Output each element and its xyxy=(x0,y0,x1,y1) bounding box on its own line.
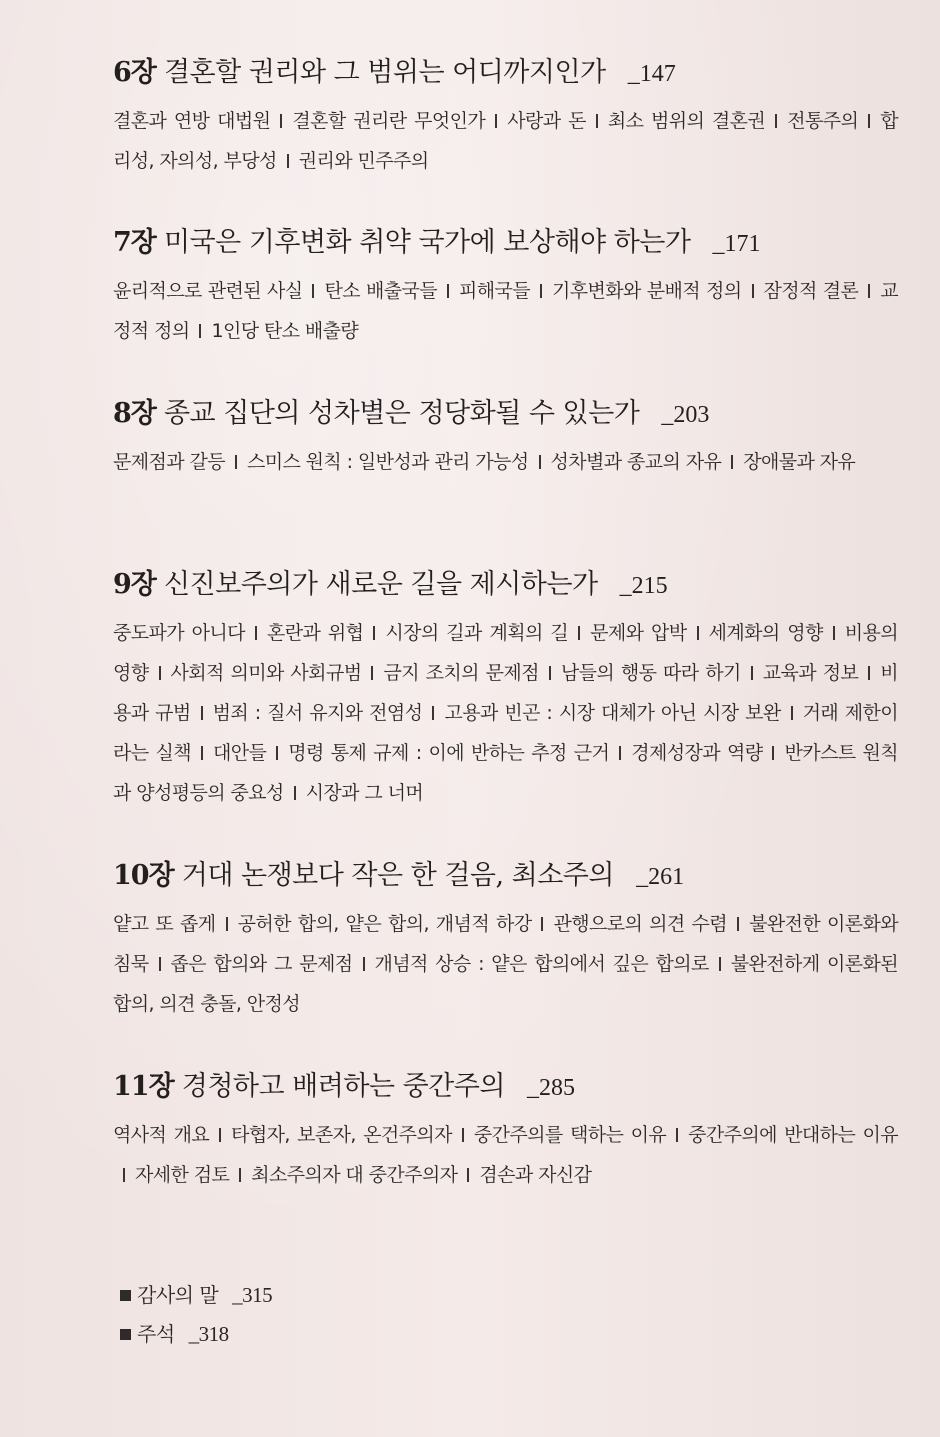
separator-bar xyxy=(868,666,870,680)
chapter-heading xyxy=(113,1070,898,1105)
separator-bar xyxy=(312,284,314,298)
section-item: 중도파가 아니다 xyxy=(113,622,245,644)
section-item: 중간주의를 택하는 이유 xyxy=(473,1124,667,1146)
back-matter-acknowledgements xyxy=(120,1278,272,1312)
section-item: 사회적 의미와 사회규범 xyxy=(170,662,362,684)
chapter-number: 9장 xyxy=(113,569,156,600)
section-item: 비용과 규범 xyxy=(113,662,898,724)
separator-bar xyxy=(868,114,870,128)
chapter-title: 미국은 기후변화 취약 국가에 보상해야 하는가 xyxy=(163,227,691,258)
separator-bar xyxy=(578,626,580,640)
section-item: 대안들 xyxy=(213,742,267,764)
section-item: 경제성장과 역량 xyxy=(631,742,763,764)
section-item: 관행으로의 의견 수렴 xyxy=(553,913,728,935)
separator-bar xyxy=(752,284,754,298)
chapter-heading xyxy=(113,859,898,894)
section-item: 장애물과 자유 xyxy=(743,451,856,473)
section-item: 반카스트 원칙과 양성평등의 중요성 xyxy=(113,742,898,804)
section-item: 피해국들 xyxy=(458,280,531,302)
section-item: 중간주의에 반대하는 이유 xyxy=(688,1124,898,1146)
chapter-number: 7장 xyxy=(113,227,156,258)
section-list xyxy=(113,271,898,351)
chapter-title: 종교 집단의 성차별은 정당화될 수 있는가 xyxy=(163,398,640,429)
separator-bar xyxy=(495,114,497,128)
chapter-number: 11장 xyxy=(113,1071,174,1102)
chapter-number: 8장 xyxy=(113,398,156,429)
separator-bar xyxy=(255,626,257,640)
section-item: 범죄 : 질서 유지와 전염성 xyxy=(212,702,423,724)
section-item: 불완전한 이론화와 침묵 xyxy=(113,913,898,975)
separator-bar xyxy=(697,626,699,640)
section-item: 권리와 민주주의 xyxy=(298,150,429,172)
chapter-7 xyxy=(113,226,898,351)
separator-bar xyxy=(719,957,721,971)
section-item: 남들의 행동 따라 하기 xyxy=(560,662,741,684)
separator-bar xyxy=(276,746,278,760)
section-item: 최소 범위의 결혼권 xyxy=(607,110,766,132)
separator-bar xyxy=(676,1128,678,1142)
section-item: 타협자, 보존자, 온건주의자 xyxy=(231,1124,452,1146)
back-matter-page: _318 xyxy=(188,1322,229,1346)
separator-bar xyxy=(540,284,542,298)
section-item: 합리성, 자의성, 부당성 xyxy=(113,110,898,172)
chapter-10 xyxy=(113,859,898,1024)
back-matter-page: _315 xyxy=(232,1283,273,1307)
separator-bar xyxy=(159,957,161,971)
section-item: 금지 조치의 문제점 xyxy=(383,662,539,684)
chapter-6 xyxy=(113,56,898,181)
section-item: 결혼과 연방 대법원 xyxy=(113,110,271,132)
section-list xyxy=(113,442,898,482)
section-item: 공허한 합의, 얕은 합의, 개념적 하강 xyxy=(237,913,532,935)
section-item: 얕고 또 좁게 xyxy=(113,913,216,935)
separator-bar xyxy=(294,786,296,800)
square-bullet-icon xyxy=(120,1290,131,1301)
section-list xyxy=(113,1115,898,1195)
chapter-heading xyxy=(113,56,898,91)
separator-bar xyxy=(791,706,793,720)
section-item: 문제와 압박 xyxy=(590,622,687,644)
separator-bar xyxy=(772,746,774,760)
back-matter-notes xyxy=(120,1317,229,1351)
section-item: 자세한 검토 xyxy=(135,1164,230,1186)
separator-bar xyxy=(541,917,543,931)
separator-bar xyxy=(737,917,739,931)
separator-bar xyxy=(447,284,449,298)
section-item: 좁은 합의와 그 문제점 xyxy=(170,953,353,975)
separator-bar xyxy=(373,626,375,640)
back-matter-label: 주석 xyxy=(137,1322,175,1346)
section-item: 시장의 길과 계획의 길 xyxy=(385,622,569,644)
chapter-title: 신진보주의가 새로운 길을 제시하는가 xyxy=(163,569,598,600)
chapter-page-number: _203 xyxy=(661,402,710,428)
section-item: 비용의 영향 xyxy=(113,622,899,684)
section-item: 스미스 원칙 : 일반성과 관리 가능성 xyxy=(246,451,529,473)
separator-bar xyxy=(199,324,201,338)
separator-bar xyxy=(549,666,551,680)
chapter-title: 거대 논쟁보다 작은 한 걸음, 최소주의 xyxy=(181,860,614,891)
section-item: 거래 제한이라는 실책 xyxy=(113,702,898,764)
section-list xyxy=(113,613,898,813)
chapter-heading xyxy=(113,226,898,261)
separator-bar xyxy=(235,455,237,469)
section-item: 시장과 그 너머 xyxy=(305,782,424,804)
section-item: 교정적 정의 xyxy=(113,280,899,342)
section-item: 혼란과 위협 xyxy=(266,622,364,644)
section-item: 탄소 배출국들 xyxy=(324,280,437,302)
section-item: 1인당 탄소 배출량 xyxy=(211,320,359,342)
chapter-heading xyxy=(113,397,898,432)
chapter-heading xyxy=(113,568,898,603)
section-item: 고용과 빈곤 : 시장 대체가 아닌 시장 보완 xyxy=(444,702,781,724)
section-list xyxy=(113,904,898,1024)
separator-bar xyxy=(751,666,753,680)
chapter-8 xyxy=(113,397,898,482)
separator-bar xyxy=(201,746,203,760)
separator-bar xyxy=(371,666,373,680)
back-matter-label: 감사의 말 xyxy=(137,1283,219,1307)
section-list xyxy=(113,101,898,181)
section-item: 문제점과 갈등 xyxy=(113,451,225,473)
chapter-page-number: _285 xyxy=(527,1075,575,1101)
section-item: 잠정적 결론 xyxy=(763,280,859,302)
chapter-page-number: _261 xyxy=(636,864,685,890)
section-item: 결혼할 권리란 무엇인가 xyxy=(292,110,486,132)
section-item: 최소주의자 대 중간주의자 xyxy=(251,1164,458,1186)
separator-bar xyxy=(432,706,434,720)
separator-bar xyxy=(467,1168,469,1182)
chapter-title: 결혼할 권리와 그 범위는 어디까지인가 xyxy=(163,57,606,88)
chapter-11 xyxy=(113,1070,898,1195)
section-item: 전통주의 xyxy=(787,110,859,132)
chapter-title: 경청하고 배려하는 중간주의 xyxy=(181,1071,505,1102)
section-item: 겸손과 자신감 xyxy=(479,1164,592,1186)
section-item: 기후변화와 분배적 정의 xyxy=(552,280,742,302)
section-item: 개념적 상승 : 얕은 합의에서 깊은 합의로 xyxy=(374,953,709,975)
section-item: 사랑과 돈 xyxy=(507,110,586,132)
separator-bar xyxy=(123,1168,125,1182)
separator-bar xyxy=(287,154,289,168)
separator-bar xyxy=(226,917,228,931)
chapter-9 xyxy=(113,568,898,813)
separator-bar xyxy=(731,455,733,469)
section-item: 불완전하게 이론화된 합의, 의견 충돌, 안정성 xyxy=(113,953,898,1015)
separator-bar xyxy=(462,1128,464,1142)
section-item: 교육과 정보 xyxy=(762,662,859,684)
section-item: 윤리적으로 관련된 사실 xyxy=(113,280,303,302)
separator-bar xyxy=(539,455,541,469)
section-item: 명령 통제 규제 : 이에 반하는 추정 근거 xyxy=(288,742,610,764)
separator-bar xyxy=(619,746,621,760)
separator-bar xyxy=(775,114,777,128)
separator-bar xyxy=(219,1128,221,1142)
separator-bar xyxy=(868,284,870,298)
chapter-page-number: _215 xyxy=(619,573,668,599)
separator-bar xyxy=(363,957,365,971)
chapter-page-number: _171 xyxy=(712,231,761,257)
chapter-page-number: _147 xyxy=(627,61,676,87)
square-bullet-icon xyxy=(120,1329,131,1340)
chapter-number: 6장 xyxy=(113,57,156,88)
separator-bar xyxy=(833,626,835,640)
separator-bar xyxy=(239,1168,241,1182)
section-item: 세계화의 영향 xyxy=(708,622,823,644)
separator-bar xyxy=(201,706,203,720)
section-item: 성차별과 종교의 자유 xyxy=(550,451,722,473)
separator-bar xyxy=(596,114,598,128)
separator-bar xyxy=(159,666,161,680)
section-item: 역사적 개요 xyxy=(113,1124,210,1146)
separator-bar xyxy=(280,114,282,128)
chapter-number: 10장 xyxy=(113,860,174,891)
